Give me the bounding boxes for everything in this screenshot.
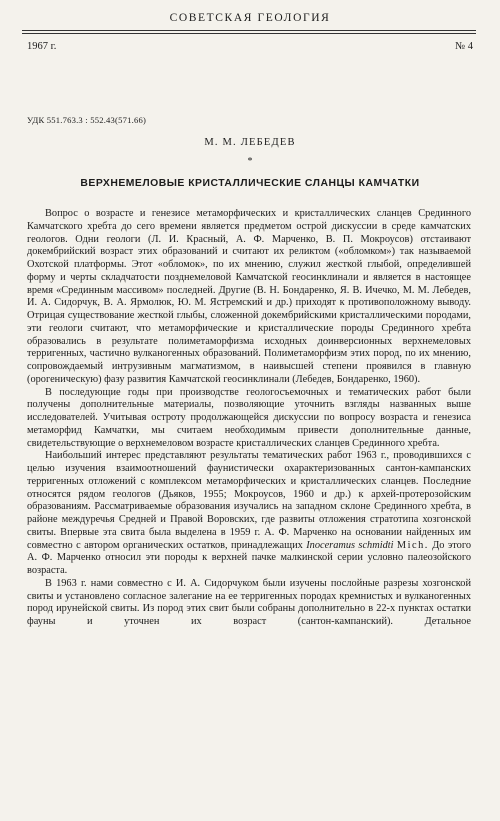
article-title: ВЕРХНЕМЕЛОВЫЕ КРИСТАЛЛИЧЕСКИЕ СЛАНЦЫ КАМЧАТКИ	[80, 178, 420, 189]
paragraph: В последующие годы при производстве геологосъемочных и тематических работ были получены дополнительные материалы, позволяющие уточнить взгляды названных выше исследователей. Учитывая остроту продолжающейся дискуссии по вопросу возраста и генезиса метаморфид Камчатки, мы считаем необходимым привести дополнительные данные, свидетельствующие о верхнемеловом возрасте кристаллических сланцев Срединного хребта.	[27, 386, 471, 449]
separator-asterisk: *	[247, 156, 253, 167]
paragraph	[27, 450, 471, 578]
paragraph-text: Наибольший интерес представляют результаты тематических работ 1963 г., проводившихся с целью изучения взаимоотношений фаунистически охарактеризованных сантон-кампанских терригенных отложений с комплексом метаморфических и кристаллических сланцев. Последние относятся рядом геологов (Дьяков, 1955; Мокроусов, 1960 и др.) к архей-протерозойским образованиям. Рассматриваемые образования изучались на западном склоне Срединного хребта, в районе междуречья Средней и Правой Воровских, где развиты отложения стратотипа хозгонской свиты. Впервые эта свита была выделена в 1959 г. А. Ф. Марченко на основании найденных им совместно с автором органических остатков, принадлежащих	[27, 450, 471, 551]
udk-code: УДК 551.763.3 : 552.43(571.66)	[27, 115, 147, 125]
paragraph: В 1963 г. нами совместно с И. А. Сидорчуком были изучены послойные разрезы хозгонской свиты и установлено согласное залегание на ее терригенных породах кремнистых и вулканогенных пород ирунейской свиты. Из пород этих свит были собраны дополнительно в 22-х пунктах остатки фауны и уточнен их возраст (сантон-кампанский). Детальное	[27, 577, 471, 627]
paragraph-text: До этого А. Ф. Марченко относил эти породы к верхней пачке малкинской серии условно палеозойского возраста.	[27, 539, 472, 576]
paragraph: Вопрос о возрасте и генезисе метаморфических и кристаллических сланцев Срединного Камчатского хребта до сего времени является предметом острой дискуссии в среде камчатских геологов. Одни геологи (Л. И. Красный, А. Ф. Марченко, В. П. Мокроусов) отстаивают докембрийский возраст этих образований и считают их реликтом («обломком») так называемой Охотской платформы. Этот «обломок», по их мнению, служил жесткой глыбой, определившей форму и черты складчатости позднемеловой Камчатской геосинклинали и является в настоящее время «Срединным массивом» последней. Другие (В. Н. Бондаренко, Я. В. Ичечко, М. М. Лебедев, И. А. Сидорчук, В. А. Ярмолюк, Ю. М. Ястремский и др.) приходят к противоположному выводу. Отрицая существование жесткой глыбы, сложенной докембрийскими кристаллическими породами, эти геологи считают, что метаморфические и кристаллические породы Срединного хребта образовались в результате полиметаморфизма исходных доинверсионных верхнемеловых терригенных, частично вулканогенных образований. Полиметаморфизм этих пород, по их мнению, сопровождаемый интрузивным магматизмом, в наивысшей степени проявился в главную (орогеническую) фазу развития Камчатской геосинклинали (Лебедев, Бондаренко, 1960).	[27, 208, 471, 385]
issue-number: № 4	[455, 41, 473, 52]
article-author: М. М. ЛЕБЕДЕВ	[204, 137, 296, 148]
species-name: Inoceramus schmidti	[306, 539, 394, 551]
journal-name: СОВЕТСКАЯ ГЕОЛОГИЯ	[169, 12, 331, 24]
species-authority: Mich.	[396, 539, 429, 551]
header-rule-top	[22, 30, 476, 31]
article-body	[27, 208, 471, 629]
issue-year: 1967 г.	[27, 41, 57, 52]
header-rule-bottom	[22, 33, 476, 34]
